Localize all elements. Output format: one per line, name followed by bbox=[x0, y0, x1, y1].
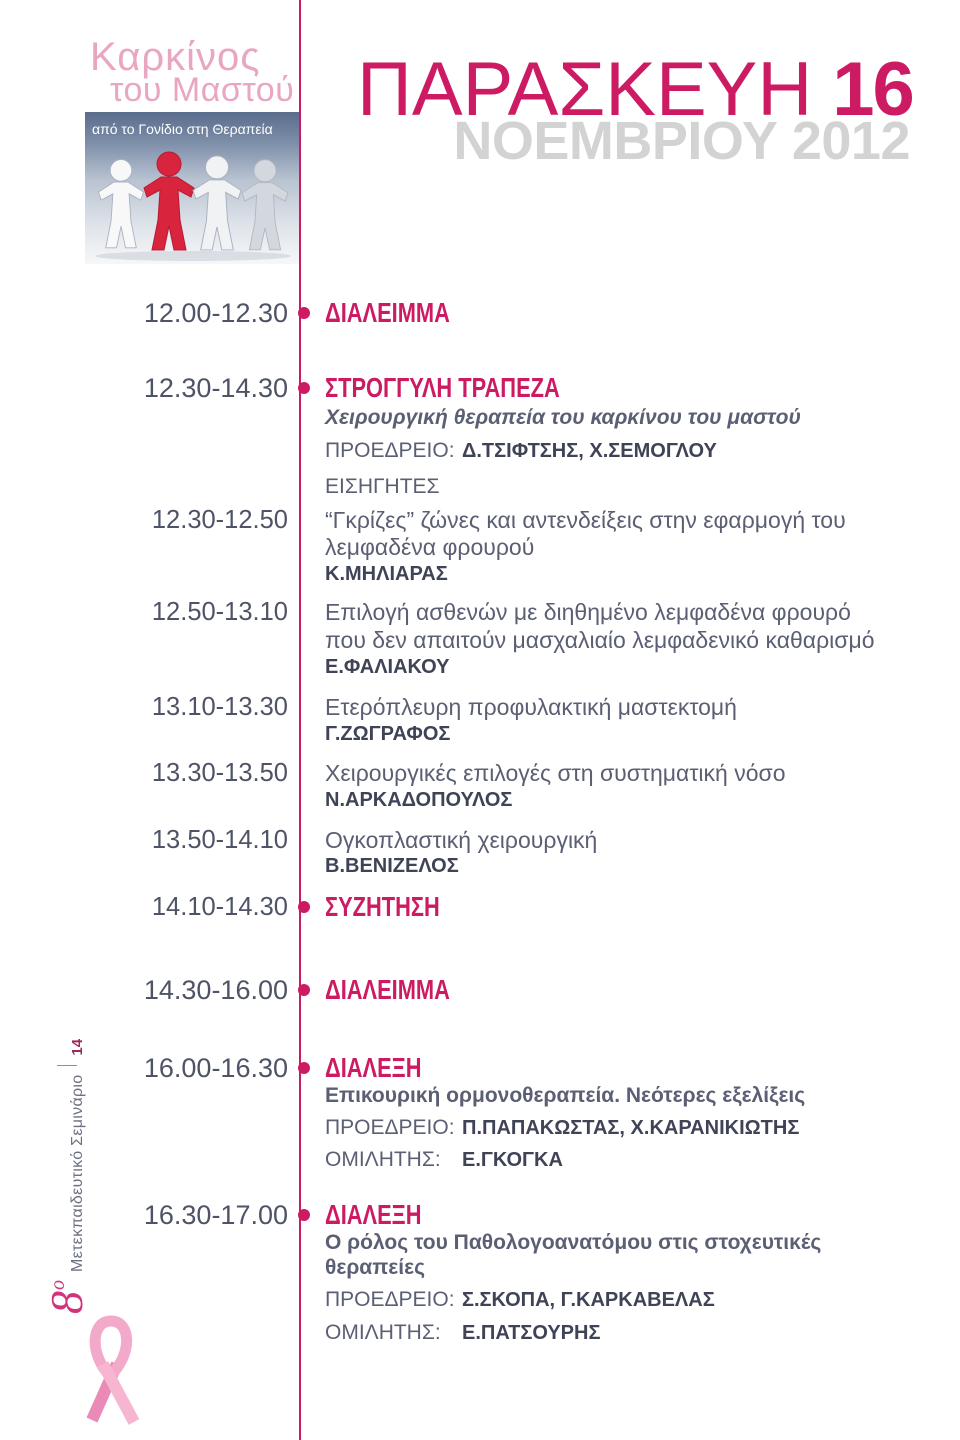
talk-time: 12.50-13.10 bbox=[151, 598, 288, 626]
session-time: 14.30-16.00 bbox=[143, 975, 288, 1005]
lecture-subtitle: Ο ρόλος του Παθολογοανατόμου στις στοχευτικές bbox=[325, 1231, 822, 1254]
speakers-label: ΕΙΣΗΓΗΤΕΣ bbox=[325, 475, 440, 498]
chair-row bbox=[325, 1288, 715, 1312]
talk-title-line: “Γκρίζες” ζώνες και αντενδείξεις στην εφαρμογή του bbox=[325, 507, 846, 533]
chair-row bbox=[325, 1116, 799, 1140]
chair-row bbox=[325, 439, 717, 463]
chair-names: Σ.ΣΚΟΠΑ, Γ.ΚΑΡΚΑΒΕΛΑΣ bbox=[462, 1289, 715, 1311]
talk-speaker: Ε.ΦΑΛΙΑΚΟΥ bbox=[325, 656, 450, 678]
edition-number: 8 bbox=[41, 1291, 92, 1314]
talk-speaker: Κ.ΜΗΛΙΑΡΑΣ bbox=[325, 563, 448, 585]
separator bbox=[57, 1065, 77, 1066]
talk-title-line: Ογκοπλαστική χειρουργική bbox=[325, 827, 598, 853]
weekday: ΠΑΡΑΣΚΕΥΗ bbox=[357, 47, 813, 132]
session-time: 12.00-12.30 bbox=[143, 298, 288, 328]
chair-names: Π.ΠΑΠΑΚΩΣΤΑΣ, Χ.ΚΑΡΑΝΙΚΙΩΤΗΣ bbox=[462, 1117, 800, 1139]
session-subtitle: Χειρουργική θεραπεία του καρκίνου του μαστού bbox=[325, 406, 801, 429]
session-title: ΔΙΑΛΕΙΜΜΑ bbox=[325, 297, 450, 328]
talk-speaker: Ν.ΑΡΚΑΔΟΠΟΥΛΟΣ bbox=[325, 789, 513, 811]
talk-title-line: λεμφαδένα φρουρού bbox=[325, 534, 535, 560]
chair-label: ΠΡΟΕΔΡΕΙΟ: bbox=[325, 439, 455, 462]
talk-title-line: που δεν απαιτούν μασχαλιαίο λεμφαδενικό καθαρισμό bbox=[325, 627, 875, 653]
brand-illustration bbox=[85, 112, 299, 264]
pink-ribbon-icon bbox=[78, 1314, 146, 1426]
talk-speaker: Β.ΒΕΝΙΖΕΛΟΣ bbox=[325, 855, 459, 877]
discussion-title: ΣΥΖΗΤΗΣΗ bbox=[325, 891, 440, 922]
speaker-row bbox=[325, 1148, 563, 1172]
chair-label: ΠΡΟΕΔΡΕΙΟ: bbox=[325, 1288, 455, 1311]
session-title: ΔΙΑΛΕΙΜΜΑ bbox=[325, 974, 450, 1005]
talk-title-line: Ετερόπλευρη προφυλακτική μαστεκτομή bbox=[325, 694, 737, 720]
speaker-label: ΟΜΙΛΗΤΗΣ: bbox=[325, 1148, 441, 1171]
bullet-dot-icon bbox=[298, 1209, 310, 1221]
bullet-dot-icon bbox=[298, 984, 310, 996]
session-time: 16.30-17.00 bbox=[143, 1200, 288, 1230]
doll-figure-light bbox=[193, 156, 241, 250]
session-title: ΔΙΑΛΕΞΗ bbox=[325, 1199, 422, 1230]
talk-time: 13.50-14.10 bbox=[151, 826, 288, 854]
page-number: 14 bbox=[69, 1038, 86, 1056]
speaker-name: Ε.ΠΑΤΣΟΥΡΗΣ bbox=[462, 1322, 601, 1344]
talk-title-line: Επιλογή ασθενών με διηθημένο λεμφαδένα φρουρό bbox=[325, 599, 851, 625]
timeline-rule bbox=[299, 0, 301, 1440]
discussion-time: 14.10-14.30 bbox=[151, 893, 288, 921]
day-number: 16 bbox=[832, 47, 913, 132]
doll-shadow bbox=[95, 251, 291, 261]
bullet-dot-icon bbox=[298, 1062, 310, 1074]
talk-speaker: Γ.ΖΩΓΡΑΦΟΣ bbox=[325, 723, 451, 745]
session-time: 12.30-14.30 bbox=[143, 373, 288, 403]
doll-figure-white bbox=[99, 160, 144, 248]
doll-figure-red bbox=[144, 152, 194, 250]
session-time: 16.00-16.30 bbox=[143, 1053, 288, 1083]
speaker-label: ΟΜΙΛΗΤΗΣ: bbox=[325, 1321, 441, 1344]
seminar-title: Μετεκπαιδευτικό Σεμινάριο bbox=[69, 1074, 86, 1272]
brand-tagline: από το Γονίδιο στη Θεραπεία bbox=[92, 121, 273, 137]
speaker-row bbox=[325, 1321, 600, 1345]
seminar-side-label bbox=[41, 1038, 92, 1314]
lecture-subtitle: Επικουρική ορμονοθεραπεία. Νεότερες εξελίξεις bbox=[325, 1084, 806, 1107]
lecture-subtitle: θεραπείες bbox=[325, 1256, 425, 1279]
speaker-name: Ε.ΓΚΟΓΚΑ bbox=[462, 1149, 563, 1171]
brand-title-line2: του Μαστού bbox=[110, 71, 295, 109]
bullet-dot-icon bbox=[298, 307, 310, 319]
paper-dolls-icon bbox=[89, 144, 294, 262]
chair-names: Δ.ΤΣΙΦΤΣΗΣ, Χ.ΣΕΜΟΓΛΟΥ bbox=[462, 440, 717, 462]
bullet-dot-icon bbox=[298, 382, 310, 394]
chair-label: ΠΡΟΕΔΡΕΙΟ: bbox=[325, 1116, 455, 1139]
month-year: ΝΟΕΜΒΡΙΟΥ 2012 bbox=[453, 111, 910, 171]
brand-title-line1: Καρκίνος bbox=[90, 35, 261, 79]
talk-time: 12.30-12.50 bbox=[151, 506, 288, 534]
talk-time: 13.10-13.30 bbox=[151, 693, 288, 721]
talk-title-line: Χειρουργικές επιλογές στη συστηματική νόσο bbox=[325, 760, 786, 786]
bullet-dot-icon bbox=[298, 901, 310, 913]
session-title: ΣΤΡΟΓΓΥΛΗ ΤΡΑΠΕΖΑ bbox=[325, 372, 560, 403]
talk-time: 13.30-13.50 bbox=[151, 759, 288, 787]
session-title: ΔΙΑΛΕΞΗ bbox=[325, 1052, 422, 1083]
doll-figure-gray bbox=[242, 160, 288, 250]
edition-suffix: ο bbox=[47, 1280, 69, 1290]
